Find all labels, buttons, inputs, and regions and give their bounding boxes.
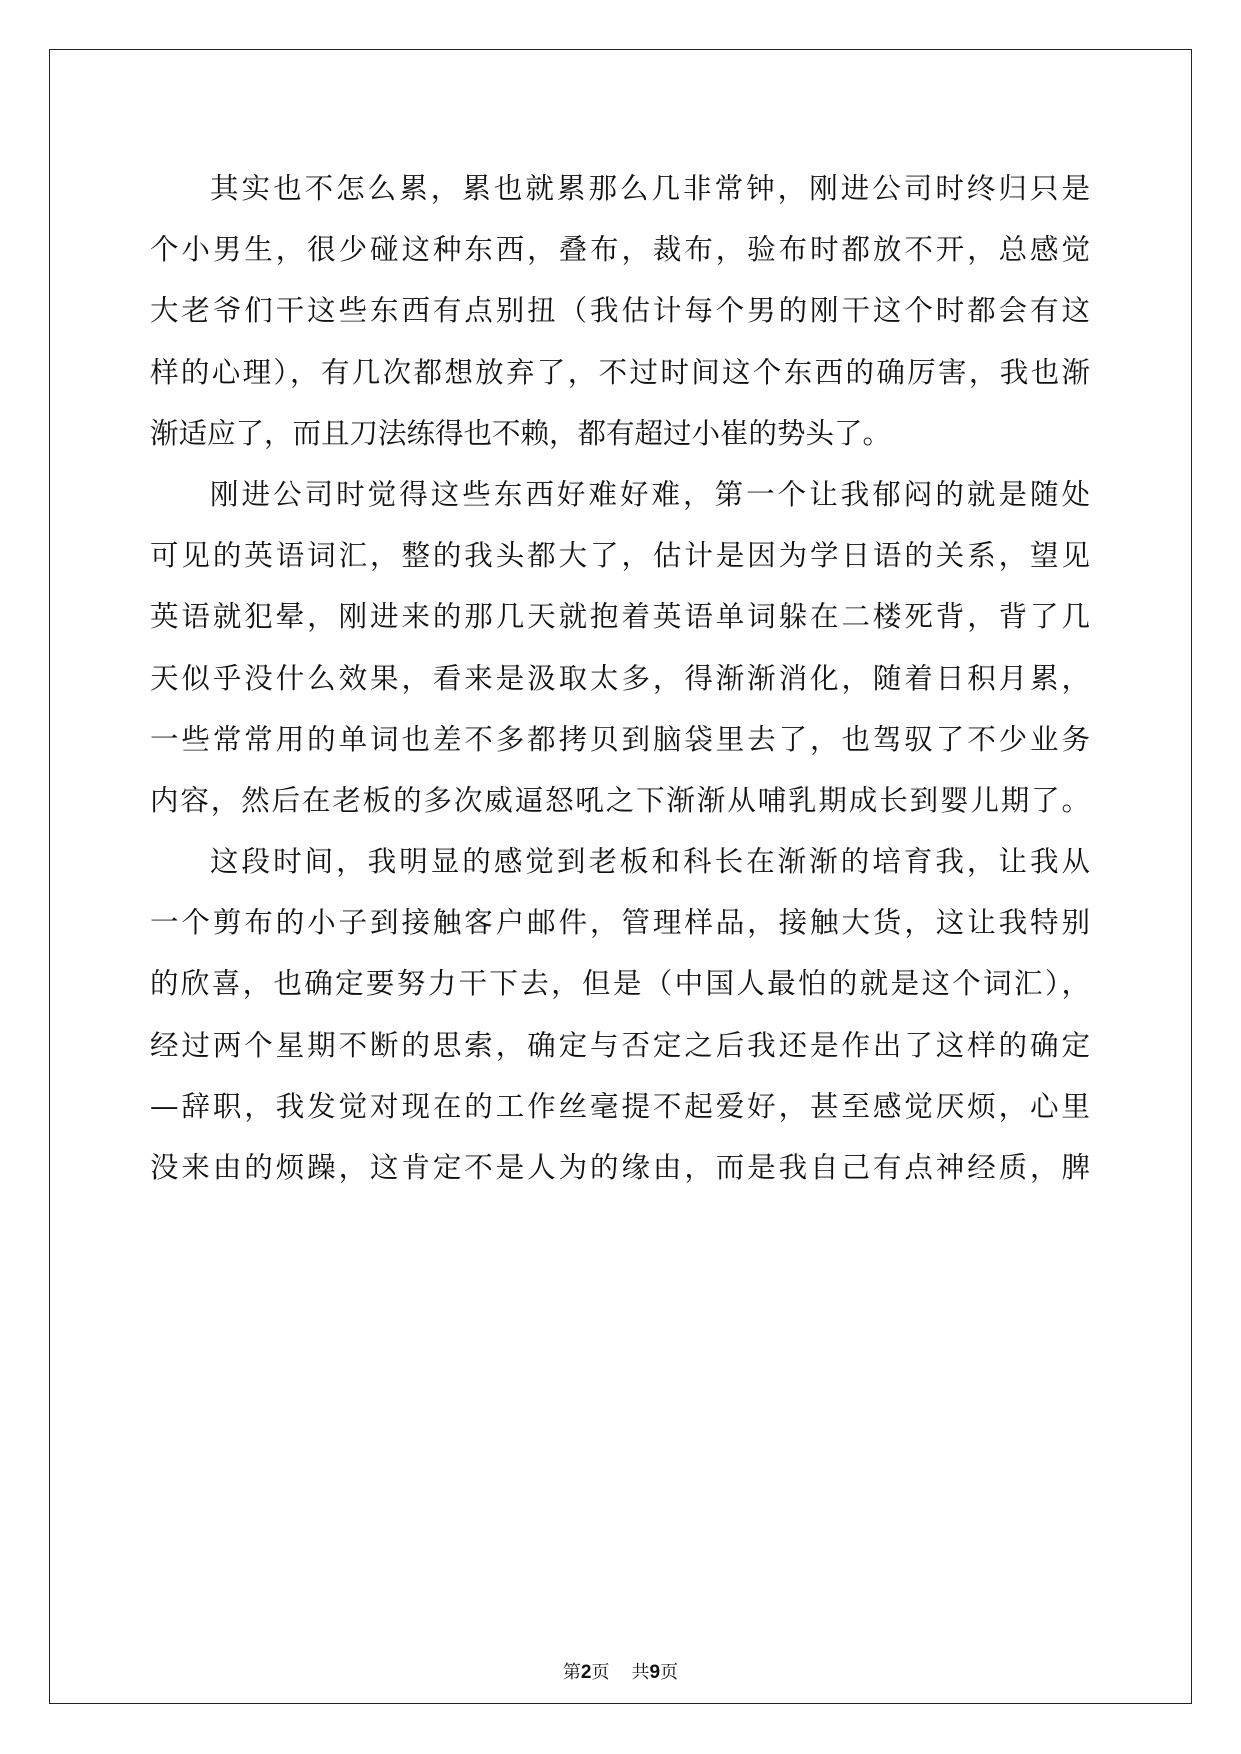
text-line: 大老爷们干这些东西有点别扭（我估计每个男的刚干这个时都会有这 [150, 294, 1090, 328]
text-line: 刚进公司时觉得这些东西好难好难，第一个让我郁闷的就是随处 [210, 477, 1090, 511]
text-line: 英语就犯晕，刚进来的那几天就抱着英语单词躲在二楼死背，背了几 [150, 600, 1090, 634]
text-line: 这段时间，我明显的感觉到老板和科长在渐渐的培育我，让我从 [210, 845, 1090, 879]
text-line: 其实也不怎么累，累也就累那么几非常钟，刚进公司时终归只是 [210, 172, 1090, 205]
text-line: 经过两个星期不断的思索，确定与否定之后我还是作出了这样的确定 [150, 1028, 1090, 1062]
total-page-count: 9 [649, 1662, 661, 1683]
document-body [150, 158, 1090, 1198]
text-line: 可见的英语词汇，整的我头都大了，估计是因为学日语的关系，望见 [150, 539, 1090, 573]
text-line: 内容，然后在老板的多次威逼怒吼之下渐渐从哺乳期成长到婴儿期了。 [150, 783, 1090, 817]
page-suffix: 页 [591, 1662, 610, 1683]
text-line: 一个剪布的小子到接触客户邮件，管理样品，接触大货，这让我特别 [150, 906, 1090, 940]
total-suffix: 页 [660, 1662, 679, 1683]
text-line: 的欣喜，也确定要努力干下去，但是（中国人最怕的就是这个词汇）， [150, 967, 1090, 1001]
text-line: —辞职，我发觉对现在的工作丝毫提不起爱好，甚至感觉厌烦，心里 [150, 1089, 1090, 1123]
text-line: 没来由的烦躁，这肯定不是人为的缘由，而是我自己有点神经质，脾 [150, 1151, 1090, 1184]
text-line: 个小男生，很少碰这种东西，叠布，裁布，验布时都放不开，总感觉 [150, 233, 1090, 267]
text-line: 样的心理），有几次都想放弃了，不过时间这个东西的确厉害，我也渐 [150, 355, 1090, 389]
page-prefix: 第 [562, 1662, 581, 1683]
text-line: 天似乎没什么效果，看来是汲取太多，得渐渐消化，随着日积月累， [150, 661, 1090, 695]
text-line: 渐适应了，而且刀法练得也不赖，都有超过小崔的势头了。 [150, 416, 892, 450]
total-prefix: 共 [631, 1662, 650, 1683]
text-line: 一些常常用的单词也差不多都拷贝到脑袋里去了，也驾驭了不少业务 [150, 722, 1090, 756]
page-footer [0, 1661, 1241, 1685]
current-page-number: 2 [580, 1662, 592, 1683]
